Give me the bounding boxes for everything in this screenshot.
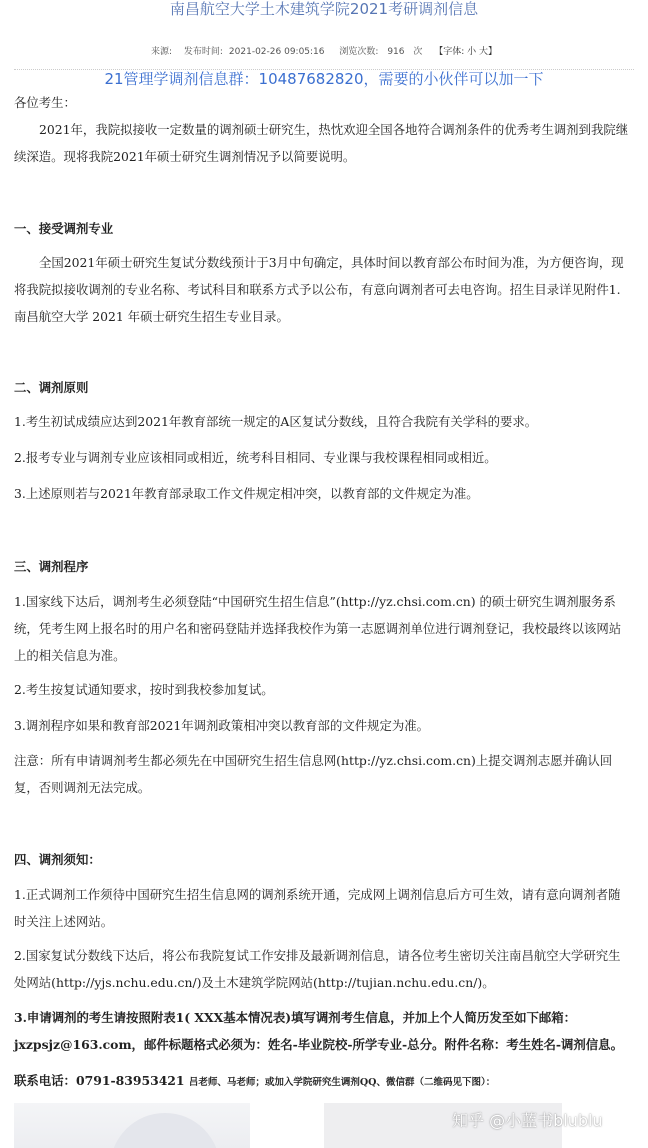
section-2-item-3: 3.上述原则若与2021年教育部录取工作文件规定相冲突，以教育部的文件规定为准。	[14, 486, 479, 501]
section-3-item-2: 2.考生按复试通知要求，按时到我校参加复试。	[14, 682, 274, 697]
section-4-item-3: 3.申请调剂的考生请按照附表1( XXX基本情况表)填写调剂考生信息，并加上个人简历发至如下邮箱：jxzpsjz@163.com，邮件标题格式必须为：姓名-毕业院校-所学专业-总分。附件名称：考生姓名-调剂信息。	[14, 1010, 623, 1052]
section-4-title: 四、调剂须知：	[14, 852, 101, 867]
source-label: 来源:	[150, 47, 172, 57]
article-meta	[0, 44, 648, 57]
qr-image-left	[14, 1103, 250, 1148]
section-4-item-1: 1.正式调剂工作须待中国研究生招生信息网的调剂系统开通，完成网上调剂信息后方可生效，请有意向调剂者随时关注上述网站。	[14, 887, 621, 929]
contact-line	[14, 1067, 632, 1096]
views-unit: 次	[413, 47, 423, 57]
views-count-value: 916	[387, 47, 405, 57]
group-banner: 21管理学调剂信息群：10487682820，需要的小伙伴可以加一下	[104, 70, 544, 88]
section-2-title: 二、调剂原则	[14, 380, 89, 395]
zhihu-watermark: 知乎 @小蓝书blublu	[452, 1111, 603, 1130]
article-title: 南昌航空大学土木建筑学院2021考研调剂信息	[169, 0, 479, 18]
publish-time	[181, 47, 328, 57]
publish-label: 发布时间:	[183, 47, 223, 57]
intro-paragraph: 2021年，我院拟接收一定数量的调剂硕士研究生，热忱欢迎全国各地符合调剂条件的优秀考生调剂到我院继续深造。现将我院2021年硕士研究生调剂情况予以简要说明。	[14, 122, 629, 164]
section-3-note: 注意：所有申请调剂考生都必须先在中国研究生招生信息网(http://yz.chsi.com.cn)上提交调剂志愿并确认回复，否则调剂无法完成。	[14, 753, 613, 795]
view-count	[336, 47, 425, 57]
section-2-item-2: 2.报考专业与调剂专业应该相同或相近，统考科目相同、专业课与我校课程相同或相近。	[14, 450, 497, 465]
section-2-item-1: 1.考生初试成绩应达到2021年教育部统一规定的A区复试分数线，且符合我院有关学科的要求。	[14, 414, 538, 429]
section-3-title: 三、调剂程序	[14, 559, 89, 574]
section-4-item-2: 2.国家复试分数线下达后，将公布我院复试工作安排及最新调剂信息，请各位考生密切关注南昌航空大学研究生处网站(http://yjs.nchu.edu.cn/)及土木建筑学院网站(http://tujian.nchu.edu.cn/)。	[14, 948, 621, 990]
contact-details: 吕老师、马老师；或加入学院研究生调剂QQ、微信群（二维码见下图）：	[188, 1077, 496, 1088]
section-3-item-3: 3.调剂程序如果和教育部2021年调剂政策相冲突以教育部的文件规定为准。	[14, 718, 430, 733]
section-1-text: 全国2021年硕士研究生复试分数线预计于3月中旬确定，具体时间以教育部公布时间为准，为方便咨询，现将我院拟接收调剂的专业名称、考试科目和联系方式予以公布，有意向调剂者可去电咨询。招生目录详见附件1.南昌航空大学 2021 年硕士研究生招生专业目录。	[14, 255, 624, 324]
views-label: 浏览次数:	[339, 47, 379, 57]
section-3-item-1: 1.国家线下达后，调剂考生必须登陆“中国研究生招生信息”(http://yz.chsi.com.cn) 的硕士研究生调剂服务系统，凭考生网上报名时的用户名和密码登陆并选择我校作为第一志愿调剂单位进行调剂登记，我校最终以该网站上的相关信息为准。	[14, 594, 622, 663]
section-1-title: 一、接受调剂专业	[14, 221, 114, 236]
greeting: 各位考生：	[14, 95, 76, 110]
contact-phone: 联系电话：0791-83953421	[14, 1073, 185, 1088]
publish-time-value: 2021-02-26 09:05:16	[228, 47, 325, 57]
font-size-toggle[interactable]: 【字体: 小 大】	[434, 47, 498, 57]
